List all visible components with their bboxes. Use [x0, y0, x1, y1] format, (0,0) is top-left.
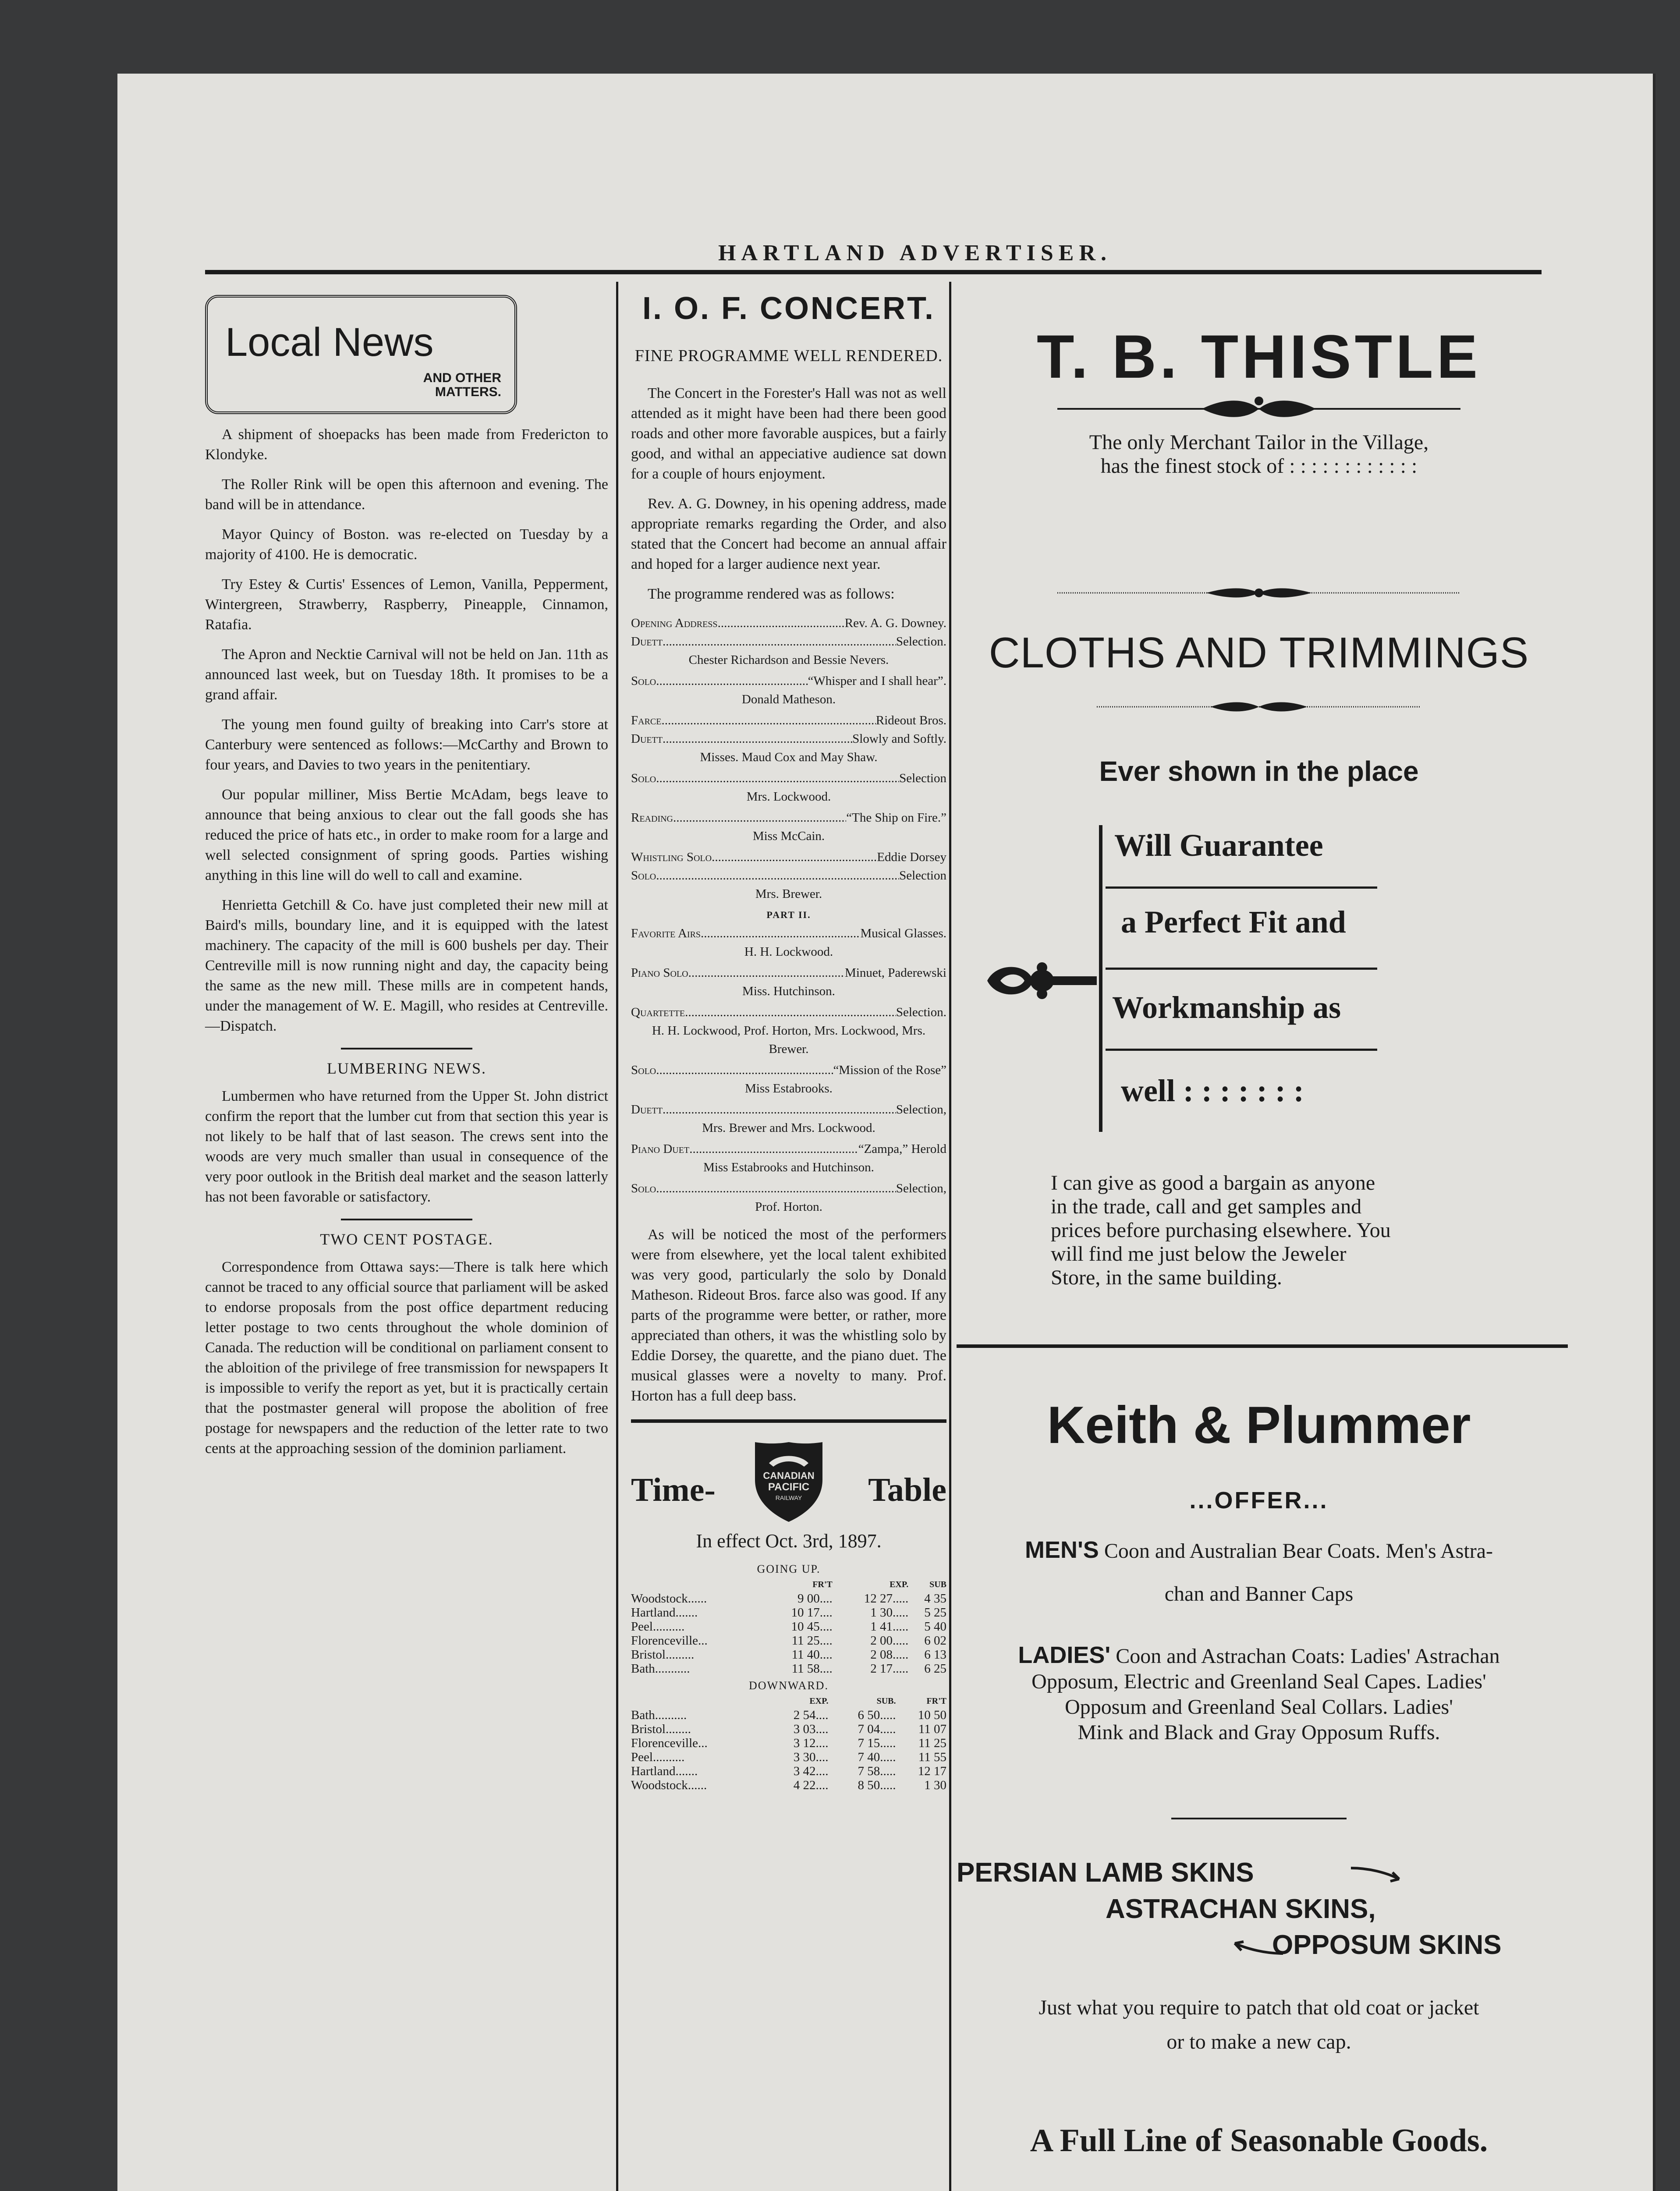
- guarantee-line: a Perfect Fit and: [1121, 904, 1346, 940]
- ornament-rule-icon: [1057, 584, 1460, 602]
- page-edge: [1653, 74, 1655, 2191]
- timetable-rule: [631, 1419, 946, 1423]
- bargain-text: prices before purchasing elsewhere. You: [1051, 1219, 1391, 1242]
- svg-text:RAILWAY: RAILWAY: [775, 1494, 802, 1501]
- svg-text:CANADIAN: CANADIAN: [763, 1470, 815, 1481]
- masthead-rule: [205, 270, 1542, 274]
- news-item: The Apron and Necktie Carnival will not be held on Jan. 11th as announced last week, but on Tuesday 18th. It promises to be a grand affair.: [205, 646, 608, 703]
- column-rule-2: [949, 282, 951, 2191]
- concert-column: [631, 291, 946, 1792]
- concert-intro: The programme rendered was as follows:: [648, 586, 895, 602]
- programme-performer: H. H. Lockwood, Prof. Horton, Mrs. Lockwood, Mrs. Brewer.: [652, 1024, 926, 1056]
- programme-item: Quartette ..... Selection.: [631, 1003, 946, 1021]
- going-up-table: [631, 1578, 946, 1676]
- programme-item: Reading ..... “The Ship on Fire.”: [631, 808, 946, 827]
- svg-text:PACIFIC: PACIFIC: [768, 1481, 810, 1493]
- programme-performer: Donald Matheson.: [741, 692, 836, 706]
- bargain-text: Store, in the same building.: [1051, 1266, 1282, 1289]
- programme-performer: Miss McCain.: [752, 829, 825, 843]
- patch-text: Just what you require to patch that old coat or jacket: [1038, 1996, 1479, 2019]
- local-news-column: [205, 291, 608, 1468]
- news-item: The young men found guilty of breaking into Carr's store at Canterbury were sentenced as follows:—McCarthy and Brown to four years, and Davies to two years in the penitentiary.: [205, 716, 608, 773]
- timetable-row: Woodstock...... 9 00.... 12 27..... 4 35: [631, 1592, 946, 1606]
- full-line-goods: A Full Line of Seasonable Goods.: [1030, 2123, 1488, 2159]
- programme-item: Favorite Airs ..... Musical Glasses.: [631, 924, 946, 943]
- concert-closing: As will be noticed the most of the performers were from elsewhere, yet the local talent exhibited was very good, particularly the solo by Donald Matheson. Rideout Bros. farce also was good. If any parts of the programme were better, or rather, more appreciated than others, it was the whistling solo by Eddie Dorsey, the quarette, and the piano duet. The musical glasses were a novelty to many. Prof. Horton has a full deep bass.: [631, 1227, 946, 1404]
- lumbering-heading: LUMBERING NEWS.: [327, 1060, 486, 1077]
- thistle-title: T. B. THISTLE: [1037, 322, 1481, 391]
- timetable-header: [631, 1440, 946, 1528]
- lumbering-text: Lumbermen who have returned from the Upper St. John district confirm the report that the lumber cut from that section this year is not likely to be half that of last season. The crews sent into the woods are very much smaller than usual in consequence of the very poor outlook in the British deal market and the season latterly has not been favorable or satisfactory.: [205, 1088, 608, 1205]
- thistle-description: has the finest stock of : : : : : : : : : : : :: [1100, 454, 1418, 478]
- timetable-row: Peel.......... 3 30.... 7 40..... 11 55: [631, 1750, 946, 1764]
- swash-icon: [1351, 1864, 1404, 1886]
- thistle-description: The only Merchant Tailor in the Village,: [1089, 431, 1429, 454]
- column-header: EXP.: [809, 1696, 829, 1706]
- guarantee-rule: [1106, 968, 1377, 970]
- guarantee-line: Workmanship as: [1112, 990, 1341, 1025]
- ladies-goods: Opposum and Greenland Seal Collars. Ladies': [1065, 1695, 1453, 1719]
- programme-performer: Mrs. Brewer.: [755, 887, 822, 901]
- going-up-label: GOING UP.: [757, 1563, 821, 1575]
- programme-performer: Miss Estabrooks.: [745, 1081, 833, 1096]
- section-divider: [341, 1219, 472, 1220]
- column-header: EXP.: [890, 1580, 909, 1589]
- ad-short-rule: [1171, 1818, 1347, 1819]
- timetable-row: Hartland....... 10 17.... 1 30..... 5 25: [631, 1606, 946, 1620]
- programme-item: Opening Address ..... Rev. A. G. Downey.: [631, 614, 946, 632]
- timetable-row: Florenceville... 3 12.... 7 15..... 11 25: [631, 1736, 946, 1750]
- guarantee-line: Will Guarantee: [1114, 828, 1323, 863]
- section-divider: [341, 1048, 472, 1049]
- news-item: A shipment of shoepacks has been made from Fredericton to Klondyke.: [205, 426, 608, 463]
- local-news-title: Local News: [225, 320, 434, 365]
- local-news-subtitle: AND OTHER MATTERS.: [423, 371, 501, 399]
- programme-performer: Miss. Hutchinson.: [742, 984, 835, 998]
- skins-line: ASTRACHAN SKINS,: [1106, 1894, 1376, 1924]
- bargain-text: I can give as good a bargain as anyone: [1051, 1171, 1375, 1195]
- programme-item: Solo ..... “Mission of the Rose”: [631, 1061, 946, 1079]
- programme-performer: Chester Richardson and Bessie Nevers.: [688, 653, 889, 667]
- programme-item: Solo ..... Selection: [631, 769, 946, 787]
- guarantee-line: well : : : : : : :: [1121, 1073, 1304, 1108]
- column-rule-1: [616, 282, 618, 2191]
- skins-line: OPPOSUM SKINS: [1272, 1930, 1502, 1960]
- canadian-pacific-shield-icon: [751, 1440, 826, 1524]
- news-item: The Roller Rink will be open this afternoon and evening. The band will be in attendance.: [205, 476, 608, 513]
- concert-title: I. O. F. CONCERT.: [642, 291, 936, 326]
- programme-performer: Mrs. Brewer and Mrs. Lockwood.: [702, 1121, 875, 1135]
- postage-text: Correspondence from Ottawa says:—There is talk here which cannot be traced to any official source that parliament will be asked to endorse proposals from the post office department reducing letter postage to two cents throughout the whole dominion of Canada. The reduction will be conditional on parliament consent to the abloition of the privilege of free transmission for newspapers It is impossible to verify the report as yet, but it is practically certain that the postmaster general will propose the abolition of free postage for newspapers and the reduction of the letter rate to two cents at the approaching session of the dominion parliament.: [205, 1259, 608, 1457]
- mens-goods: MEN'S Coon and Australian Bear Coats. Men's Astra-: [1024, 1537, 1493, 1563]
- column-header: FR'T: [926, 1696, 946, 1706]
- timetable-word-right: Table: [868, 1471, 946, 1508]
- timetable-word-left: Time-: [631, 1471, 716, 1508]
- programme-item: Solo ..... Selection,: [631, 1179, 946, 1198]
- fleuron-icon: [983, 954, 1101, 1007]
- keith-plummer-title: Keith & Plummer: [1047, 1396, 1471, 1454]
- bargain-text: will find me just below the Jeweler: [1051, 1242, 1347, 1266]
- bargain-text: in the trade, call and get samples and: [1051, 1195, 1362, 1218]
- news-item: Henrietta Getchill & Co. have just completed their new mill at Baird's mills, boundary line, and it is equipped with the latest machinery. The capacity of the mill is 600 bushels per day. Their Centreville mill is now running night and day, the capacity being the same as the new mill. These mills are in competent hands, under the management of W. E. Magill, who resides at Centreville.—Dispatch.: [205, 897, 608, 1034]
- patch-text: or to make a new cap.: [1166, 2030, 1351, 2053]
- programme-performer: Mrs. Lockwood.: [746, 790, 831, 804]
- masthead: HARTLAND ADVERTISER.: [718, 241, 1112, 266]
- programme-item: Duett ..... Slowly and Softly.: [631, 730, 946, 748]
- concert-intro: Rev. A. G. Downey, in his opening address, made appropriate remarks regarding the Order, and also stated that the Concert had become an annual affair and hoped for a larger audience next year.: [631, 496, 946, 572]
- programme-item: Solo ..... Selection: [631, 866, 946, 885]
- timetable-row: Bath.......... 2 54.... 6 50..... 10 50: [631, 1708, 946, 1722]
- cloths-and-trimmings: CLOTHS AND TRIMMINGS: [989, 628, 1529, 677]
- downward-table: [631, 1694, 946, 1792]
- timetable-row: Hartland....... 3 42.... 7 58..... 12 17: [631, 1764, 946, 1778]
- concert-intro: The Concert in the Forester's Hall was not as well attended as it might have been had there been good roads and other more favorable auspices, but a fairly good, and withal an appeciative audience sat down for a couple of hours enjoyment.: [631, 385, 946, 482]
- programme-performer: H. H. Lockwood.: [744, 945, 833, 959]
- programme-item: Duett ..... Selection.: [631, 632, 946, 651]
- news-item: Mayor Quincy of Boston. was re-elected on Tuesday by a majority of 4100. He is democratic.: [205, 526, 608, 563]
- timetable-row: Bath........... 11 58.... 2 17..... 6 25: [631, 1662, 946, 1676]
- ladies-goods: LADIES' Coon and Astrachan Coats: Ladies' Astrachan: [1018, 1642, 1500, 1668]
- programme-item: Whistling Solo ..... Eddie Dorsey: [631, 848, 946, 866]
- programme-performer: Prof. Horton.: [755, 1200, 822, 1214]
- newspaper-page: [117, 74, 1655, 2191]
- concert-subtitle: FINE PROGRAMME WELL RENDERED.: [634, 347, 943, 365]
- programme-item: Piano Duet ..... “Zampa,” Herold: [631, 1140, 946, 1158]
- downward-label: DOWNWARD.: [749, 1679, 829, 1692]
- programme-part-2: [631, 924, 946, 1216]
- programme-performer: Miss Estabrooks and Hutchinson.: [703, 1160, 874, 1174]
- programme-item: Duett ..... Selection,: [631, 1100, 946, 1119]
- guarantee-rule: [1106, 886, 1377, 889]
- guarantee-rule: [1106, 1049, 1377, 1051]
- skins-line: PERSIAN LAMB SKINS: [957, 1858, 1254, 1888]
- programme-part-1: [631, 614, 946, 903]
- part-two-label: PART II.: [766, 909, 811, 920]
- ladies-goods: Mink and Black and Gray Opposum Ruffs.: [1077, 1721, 1440, 1744]
- programme-performer: Misses. Maud Cox and May Shaw.: [700, 750, 878, 764]
- programme-item: Farce ..... Rideout Bros.: [631, 711, 946, 730]
- news-item: Try Estey & Curtis' Essences of Lemon, Vanilla, Pepperment, Wintergreen, Strawberry, Raspberry, Pineapple, Cinnamon, Ratafia.: [205, 576, 608, 633]
- local-news-heading-box: [205, 295, 517, 414]
- programme-item: Solo ..... “Whisper and I shall hear”.: [631, 672, 946, 690]
- ornament-rule-icon: [1057, 396, 1460, 422]
- ever-shown-tagline: Ever shown in the place: [1099, 755, 1419, 787]
- ad-separator: [957, 1344, 1568, 1348]
- ladies-goods: Opposum, Electric and Greenland Seal Capes. Ladies': [1031, 1670, 1486, 1693]
- programme-item: Piano Solo ..... Minuet, Paderewski: [631, 964, 946, 982]
- timetable-row: Bristol......... 11 40.... 2 08..... 6 13: [631, 1648, 946, 1662]
- column-header: SUB: [929, 1580, 946, 1589]
- news-item: Our popular milliner, Miss Bertie McAdam, begs leave to announce that being anxious to clear out the fall goods she has reduced the price of hats etc., in order to make room for a large and well selected consignment of spring goods. Parties wishing anything in this line will do well to call and examine.: [205, 787, 608, 883]
- mens-goods: chan and Banner Caps: [1164, 1582, 1354, 1606]
- timetable-row: Peel.......... 10 45.... 1 41..... 5 40: [631, 1620, 946, 1634]
- timetable-row: Florenceville... 11 25.... 2 00..... 6 02: [631, 1634, 946, 1648]
- timetable-row: Bristol........ 3 03.... 7 04..... 11 07: [631, 1722, 946, 1736]
- postage-heading: TWO CENT POSTAGE.: [320, 1230, 493, 1248]
- column-header: SUB.: [876, 1696, 896, 1706]
- timetable-effective-date: In effect Oct. 3rd, 1897.: [696, 1530, 882, 1552]
- ornament-rule-icon: [1097, 698, 1421, 716]
- offer-label: ...OFFER...: [1189, 1487, 1329, 1514]
- timetable-row: Woodstock...... 4 22.... 8 50..... 1 30: [631, 1778, 946, 1792]
- column-header: FR'T: [812, 1580, 833, 1589]
